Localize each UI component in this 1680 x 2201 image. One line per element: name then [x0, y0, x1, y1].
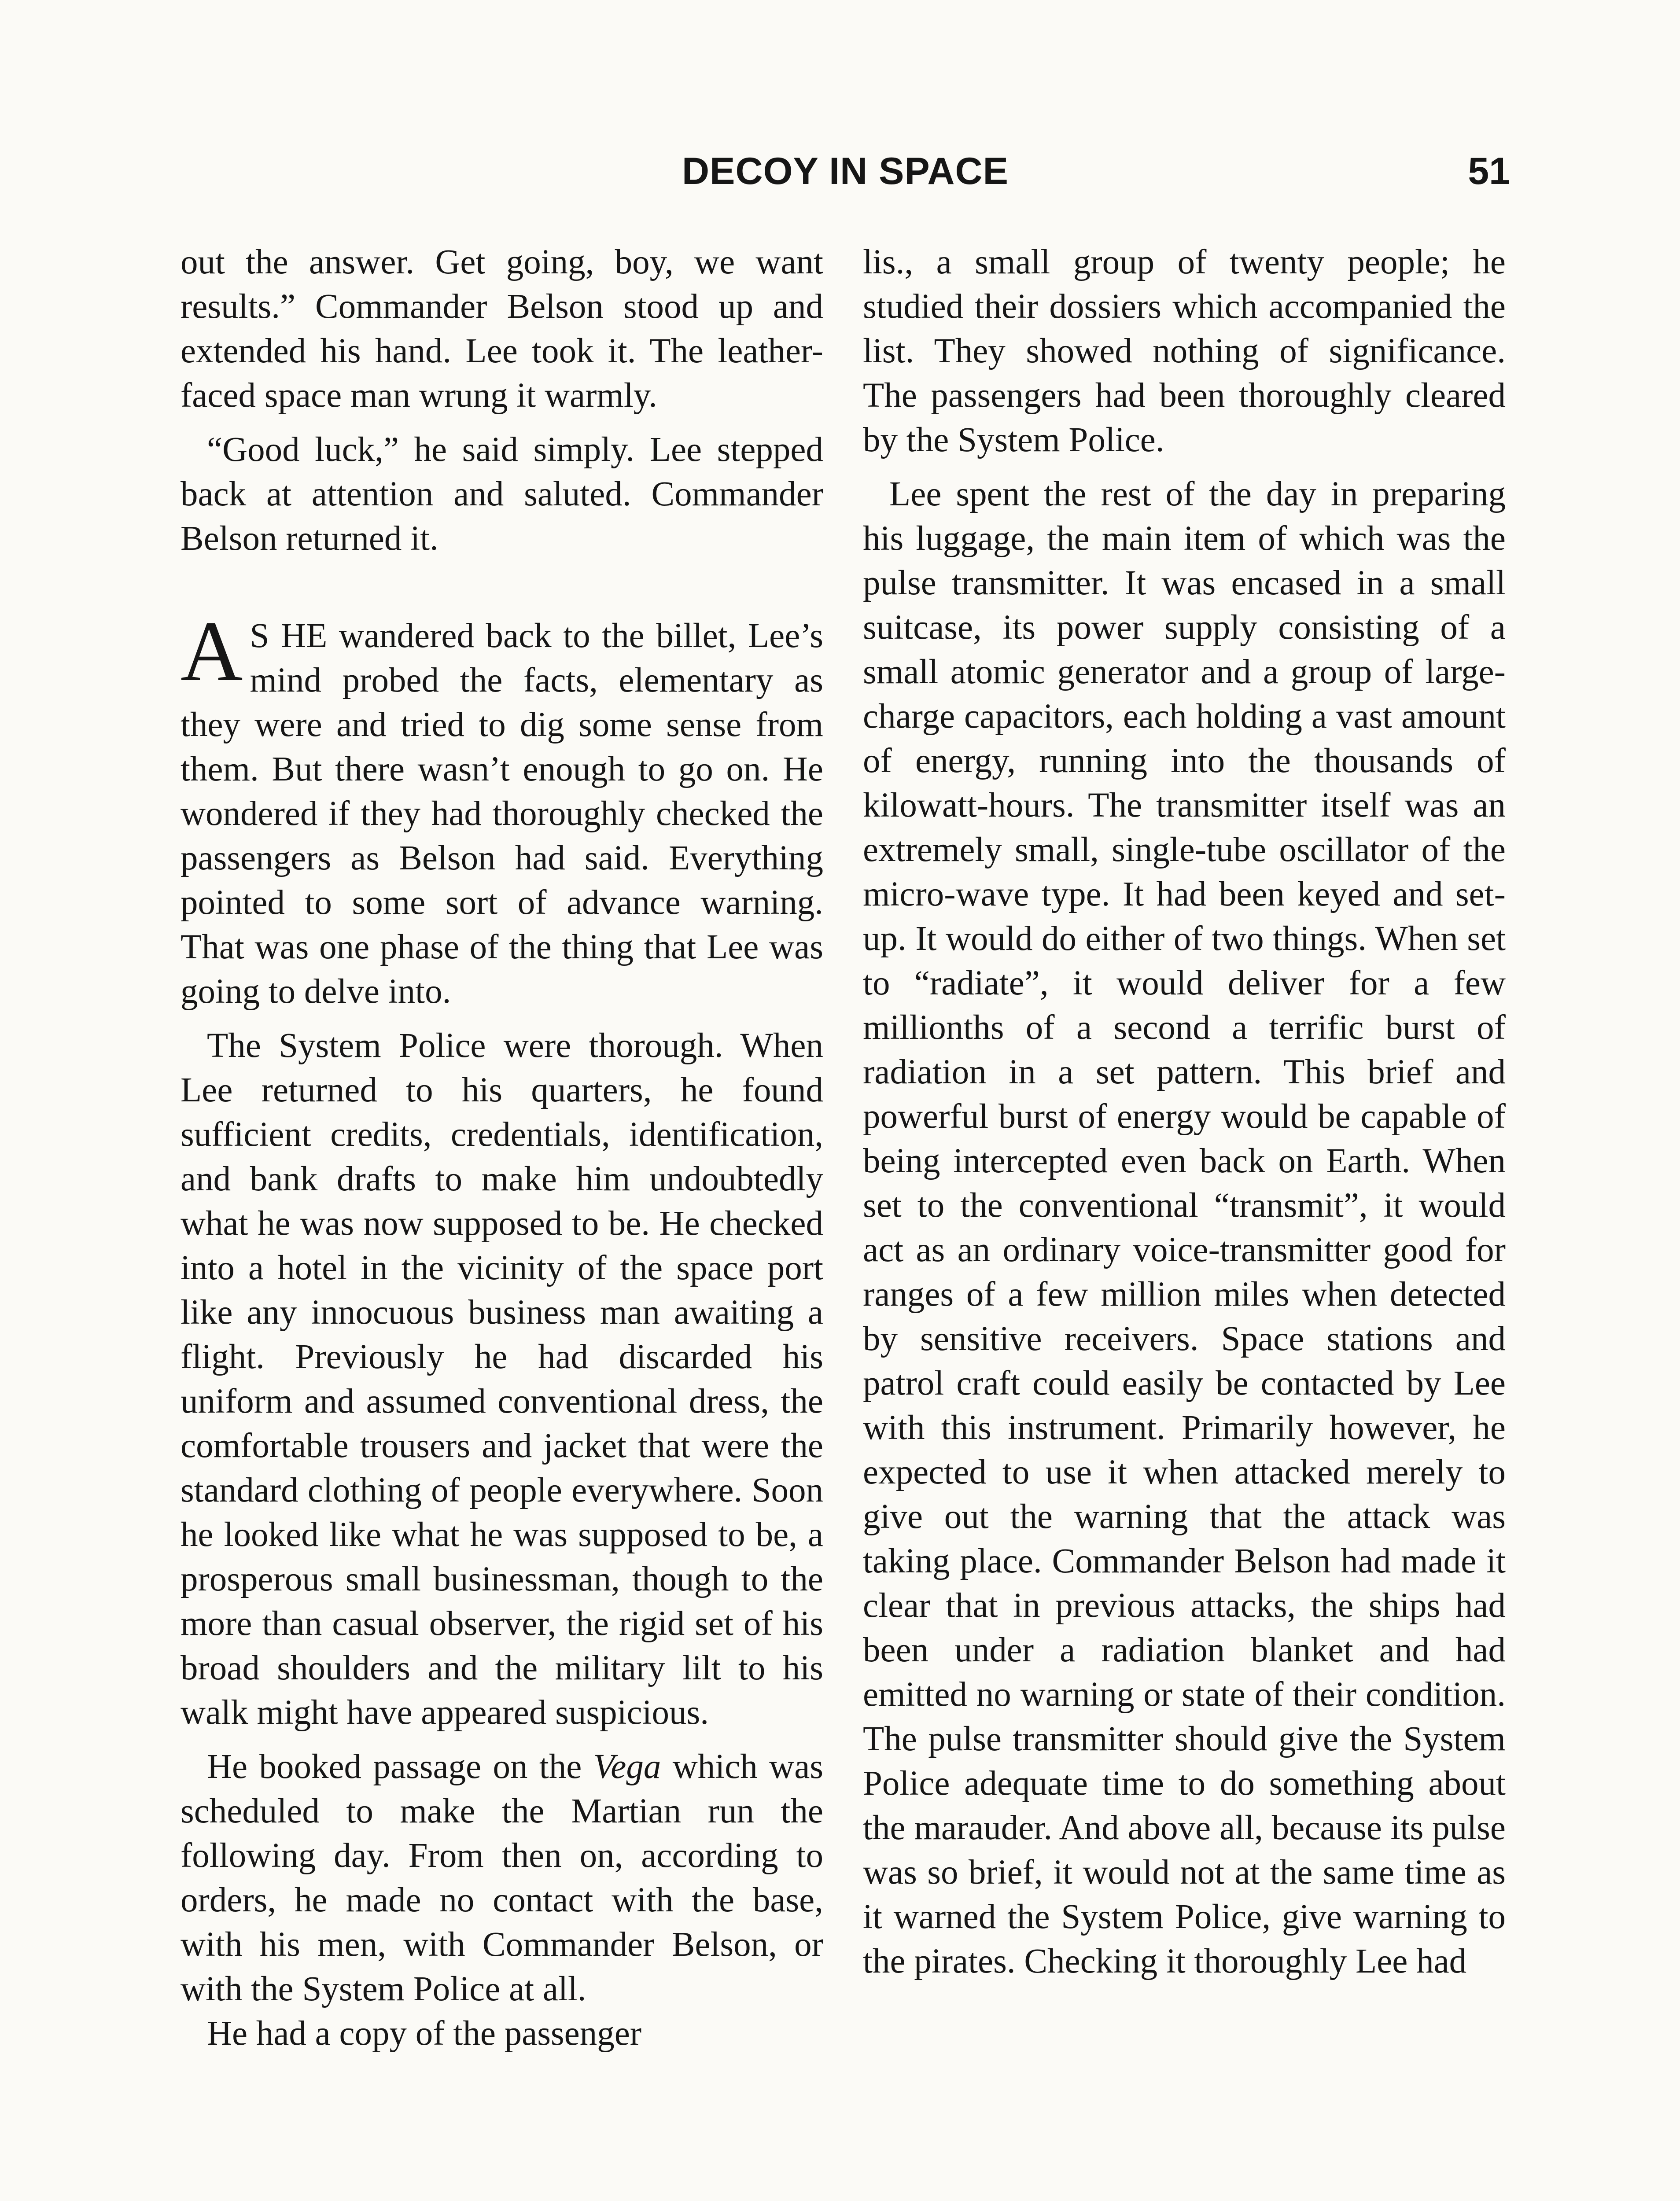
paragraph: lis., a small group of twenty people; he studied their dossiers which accompanied the list. They showed nothing of significance. The passengers had been thoroughly cleared by the System Police. [863, 243, 1506, 459]
paragraph [181, 1745, 823, 2011]
paragraph-text: S HE wandered back to the billet, Lee’s mind probed the facts, elementary as they were and tried to dig some sense from them. But there wasn’t enough to go on. He wondered if they had thoroughly checked the passengers as Belson had said. Everything pointed to some sort of advance warning. That was one phase of the thing that Lee was going to delve into. [181, 617, 823, 1011]
ship-name: Vega [593, 1748, 661, 1786]
right-column [863, 240, 1506, 1984]
section-paragraph [181, 604, 823, 1014]
paragraph: He had a copy of the passenger [207, 2014, 642, 2053]
paragraph: out the answer. Get going, boy, we want results.” Commander Belson stood up and extended his hand. Lee took it. The leather-faced space man wrung it warmly. [181, 243, 823, 415]
left-column [181, 240, 823, 2056]
drop-cap: A [181, 604, 243, 699]
page-header [181, 150, 1510, 216]
paragraph-text: which was scheduled to make the Martian run the following day. From then on, according to orders, he made no contact with the base, with his men, with Commander Belson, or with the System Police at all. [181, 1748, 823, 2008]
paragraph: “Good luck,” he said simply. Lee stepped back at attention and saluted. Commander Belson returned it. [181, 431, 823, 558]
paragraph: The System Police were thorough. When Lee returned to his quarters, he found sufficient credits, credentials, identification, and bank drafts to make him undoubtedly what he was now supposed to be. He checked into a hotel in the vicinity of the space port like any innocuous business man awaiting a flight. Previously he had discarded his uniform and assumed conventional dress, the comfortable trousers and jacket that were the standard clothing of people everywhere. Soon he looked like what he was supposed to be, a prosperous small businessman, though to the more than casual observer, the rigid set of his broad shoulders and the military lilt to his walk might have appeared suspicious. [181, 1027, 823, 1732]
paragraph-text: He booked passage on the [207, 1748, 593, 1786]
running-title: DECOY IN SPACE [682, 150, 1009, 192]
paragraph: Lee spent the rest of the day in preparing his luggage, the main item of which was the pulse transmitter. It was encased in a small suitcase, its power supply consisting of a small atomic generator and a group of large-charge capacitors, each holding a vast amount of energy, running into the thousands of kilowatt-hours. The transmitter itself was an extremely small, single-tube oscillator of the micro-wave type. It had been keyed and set-up. It would do either of two things. When set to “radiate”, it would deliver for a few millionths of a second a terrific burst of radiation in a set pattern. This brief and powerful burst of energy would be capable of being intercepted even back on Earth. When set to the conventional “transmit”, it would act as an ordinary voice-transmitter good for ranges of a few million miles when detected by sensitive receivers. Space stations and patrol craft could easily be contacted by Lee with this instrument. Primarily however, he expected to use it when attacked merely to give out the warning that the attack was taking place. Commander Belson had made it clear that in previous attacks, the ships had been under a radiation blanket and had emitted no warning or state of their condition. The pulse transmitter should give the System Police adequate time to do something about the marauder. And above all, because its pulse was so brief, it would not at the same time as it warned the System Police, give warning to the pirates. Checking it thoroughly Lee had [863, 475, 1506, 1980]
page-number: 51 [1468, 150, 1510, 192]
